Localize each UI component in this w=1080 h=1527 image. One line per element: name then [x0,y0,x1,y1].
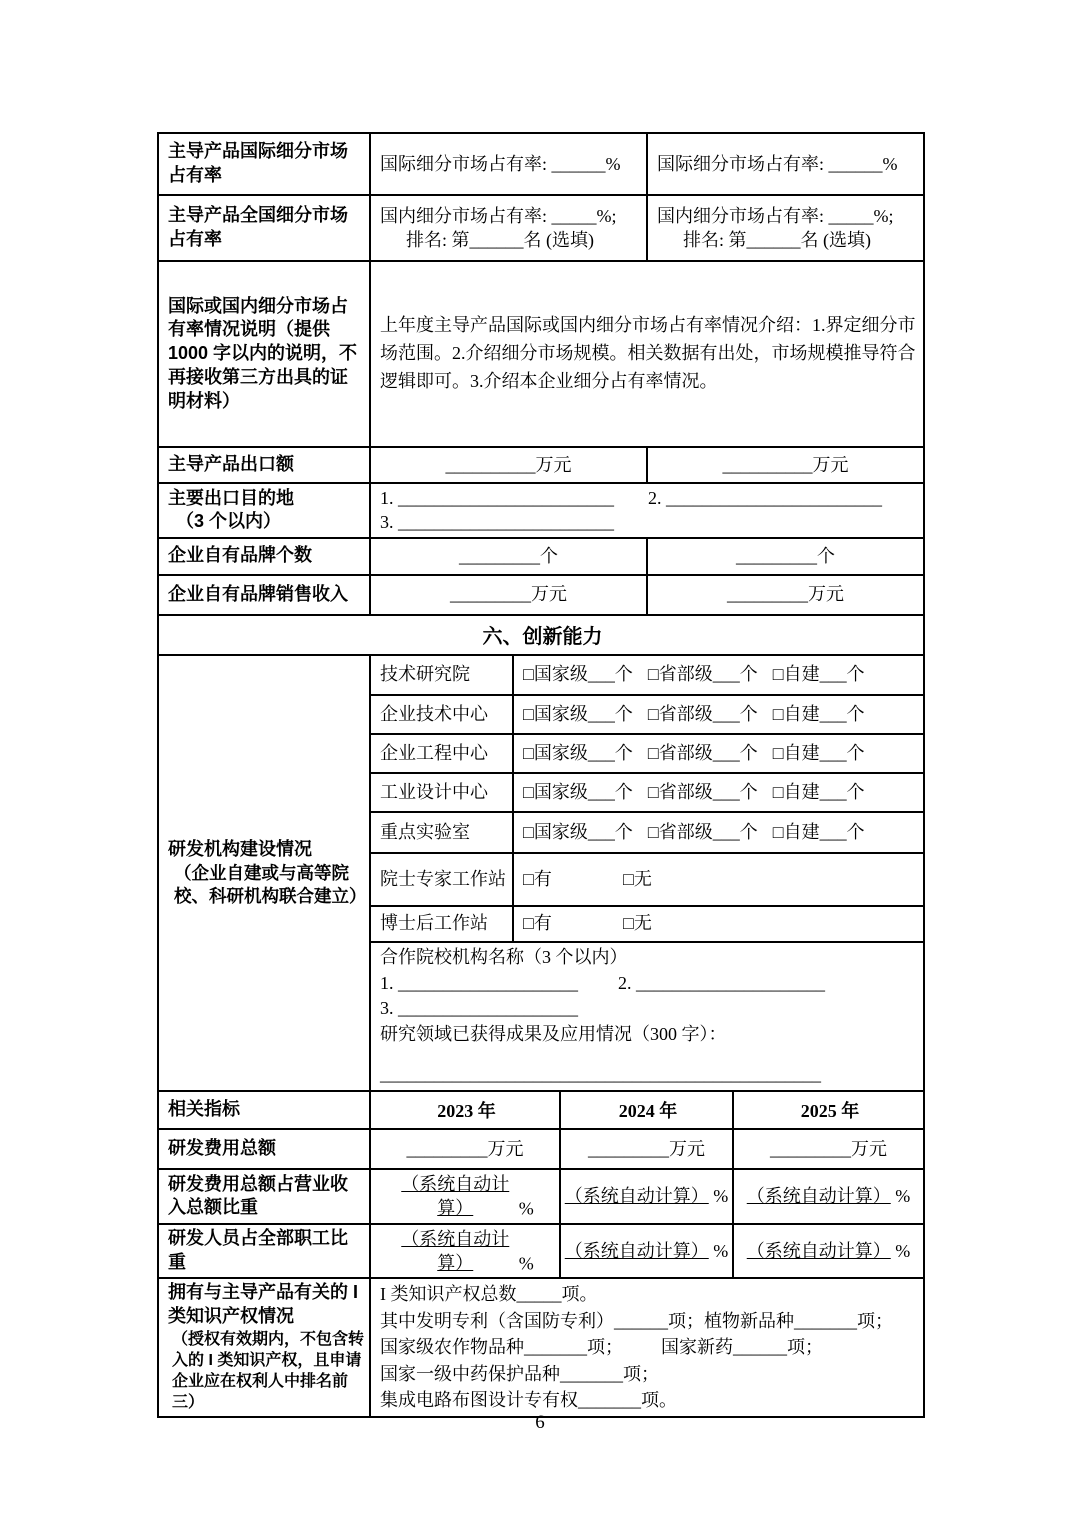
field-value: _________万元 [560,1129,733,1169]
field-line: 排名: 第______名 (选填) [406,230,594,250]
table-row [158,1091,924,1129]
row-label [158,1278,370,1416]
partner-block [370,942,924,1092]
ip-content-line [380,1334,917,1360]
table-row [158,1224,924,1279]
field-line: 国内细分市场占有率: _____%; [380,205,617,226]
table-row [158,1278,924,1416]
field-line [380,486,917,510]
row-label-line: （企业自建或与高等院校、科研机构联合建立） [174,862,367,906]
percent-sign: % [895,1186,911,1207]
ip-content-line: 国家一级中药保护品种_______项； [380,1363,659,1384]
field-value [370,195,647,261]
percent-sign: % [713,1186,729,1207]
checkbox-option: □有 [523,868,552,889]
row-label-line: （授权有效期内，不包含转入的 I 类知识产权，且申请企业应在权利人中排名前三） [172,1330,365,1412]
market-export-table [157,132,925,656]
table-row [158,133,924,195]
row-label: 企业自有品牌销售收入 [158,575,370,615]
metrics-table [157,1090,925,1279]
field-value [513,906,924,942]
field-value [513,853,924,906]
metric-label: 研发费用总额占营业收入总额比重 [158,1169,370,1224]
field-line [380,996,917,1022]
blank-item: 2. ________________________ [648,488,882,508]
row-label-line: （3 个以内） [176,511,282,532]
metric-label: 相关指标 [158,1091,370,1129]
row-label: 主导产品国际细分市场占有率 [158,133,370,195]
row-label-line: 拥有与主导产品有关的 I 类知识产权情况 [168,1282,359,1327]
field-line [380,510,917,534]
field-value [513,734,924,773]
partner-result-label: 研究领域已获得成果及应用情况（300 字）： [380,1024,727,1045]
year-header: 2025 年 [733,1091,924,1129]
auto-calc-value [560,1224,733,1279]
metric-label: 研发人员占全部职工比重 [158,1224,370,1279]
table-row [158,575,924,615]
checkbox-option: □自建___个 [772,821,865,842]
sub-row-label: 技术研究院 [370,655,513,695]
auto-calc-text: （系统自动计算） [746,1186,891,1207]
table-row [158,195,924,261]
ip-content-line: I 类知识产权总数_____项。 [380,1284,598,1305]
field-value [513,773,924,812]
blank-item: 2. _____________________ [618,972,825,993]
field-value: _________万元 [733,1129,924,1169]
sub-row-label: 企业工程中心 [370,734,513,773]
row-label-line: 主要出口目的地 [168,487,294,508]
percent-sign: % [518,1253,534,1274]
row-label: 企业自有品牌个数 [158,538,370,575]
row-label: 主导产品出口额 [158,447,370,483]
checkbox-option: □国家级___个 [523,742,633,763]
sub-row-label: 企业技术中心 [370,695,513,734]
row-label-line: 研发机构建设情况 [168,838,312,859]
row-label: 国际或国内细分市场占有率情况说明（提供 1000 字以内的说明，不再接收第三方出具的证明材料） [158,261,370,447]
checkbox-option: □国家级___个 [523,703,633,724]
checkbox-option: □无 [623,913,652,934]
table-row [158,655,924,695]
checkbox-option: □省部级___个 [647,742,758,763]
percent-sign: % [895,1240,911,1261]
field-line: 国内细分市场占有率: _____%; [657,205,894,226]
table-row [158,483,924,538]
ip-content-part: 国家级农作物品种_______项； [380,1337,623,1358]
section-header: 六、创新能力 [158,615,924,655]
table-row [158,447,924,483]
checkbox-option: □省部级___个 [647,703,758,724]
table-row [158,1129,924,1169]
field-value: _________个 [647,538,924,575]
checkbox-option: □自建___个 [772,781,865,802]
checkbox-option: □省部级___个 [647,781,758,802]
ip-content-line: 集成电路布图设计专有权_______项。 [380,1390,677,1411]
field-line: 排名: 第______名 (选填) [683,230,871,250]
field-value: 国际细分市场占有率: ______% [370,133,647,195]
ip-table [157,1277,925,1417]
checkbox-option: □国家级___个 [523,664,633,685]
auto-calc-text: （系统自动计算） [401,1228,510,1274]
percent-sign: % [518,1198,534,1219]
table-row [158,615,924,655]
partner-title: 合作院校机构名称（3 个以内） [380,946,628,967]
blank-item: 3. ____________________ [380,998,578,1019]
rnd-institution-table [157,654,925,1093]
auto-calc-value [370,1224,560,1279]
sub-row-label: 重点实验室 [370,812,513,853]
checkbox-option: □省部级___个 [647,664,758,685]
checkbox-option: □国家级___个 [523,781,633,802]
auto-calc-text: （系统自动计算） [401,1174,510,1219]
field-value [370,483,924,538]
field-value: _________个 [370,538,647,575]
field-value [370,1278,924,1416]
auto-calc-text: （系统自动计算） [564,1240,709,1261]
field-value [513,695,924,734]
ip-content-line: 其中发明专利（含国防专利）______项；植物新品种_______项； [380,1310,893,1331]
table-row [158,261,924,447]
auto-calc-text: （系统自动计算） [564,1186,709,1207]
percent-sign: % [713,1240,729,1261]
auto-calc-value [733,1224,924,1279]
auto-calc-value [560,1169,733,1224]
field-value: __________万元 [647,447,924,483]
blank-item: 1. ________________________ [380,488,614,508]
field-value [513,655,924,695]
field-value: __________万元 [370,447,647,483]
year-header: 2023 年 [370,1091,560,1129]
blank-item: 3. ________________________ [380,512,614,533]
blank-line: _________________________________________________ [380,1064,821,1085]
year-header: 2024 年 [560,1091,733,1129]
field-value: _________万元 [370,1129,560,1169]
page-number: 6 [535,1412,545,1433]
field-value: _________万元 [370,575,647,615]
auto-calc-value [733,1169,924,1224]
checkbox-option: □省部级___个 [647,821,758,842]
metric-label: 研发费用总额 [158,1129,370,1169]
sub-row-label: 工业设计中心 [370,773,513,812]
sub-row-label: 院士专家工作站 [370,853,513,906]
field-value: 国际细分市场占有率: ______% [647,133,924,195]
sub-row-label: 博士后工作站 [370,906,513,942]
table-row [158,1169,924,1224]
checkbox-option: □有 [523,913,552,934]
blank-item: 1. ____________________ [380,972,578,993]
auto-calc-value [370,1169,560,1224]
checkbox-option: □无 [623,868,652,889]
checkbox-option: □自建___个 [772,703,865,724]
ip-content-part: 国家新药______项； [661,1337,823,1358]
checkbox-option: □自建___个 [772,742,865,763]
field-value [513,812,924,853]
checkbox-option: □国家级___个 [523,821,633,842]
row-label: 主导产品全国细分市场占有率 [158,195,370,261]
table-row [158,538,924,575]
row-label [158,655,370,1092]
checkbox-option: □自建___个 [772,664,865,685]
form-table [157,132,923,1418]
auto-calc-text: （系统自动计算） [746,1240,891,1261]
field-value: 上年度主导产品国际或国内细分市场占有率情况介绍：1.界定细分市场范围。2.介绍细分市场规模。相关数据有出处，市场规模推导符合逻辑即可。3.介绍本企业细分占有率情况。 [370,261,924,447]
field-value [647,195,924,261]
row-label [158,483,370,538]
field-line [380,971,917,997]
field-value: _________万元 [647,575,924,615]
